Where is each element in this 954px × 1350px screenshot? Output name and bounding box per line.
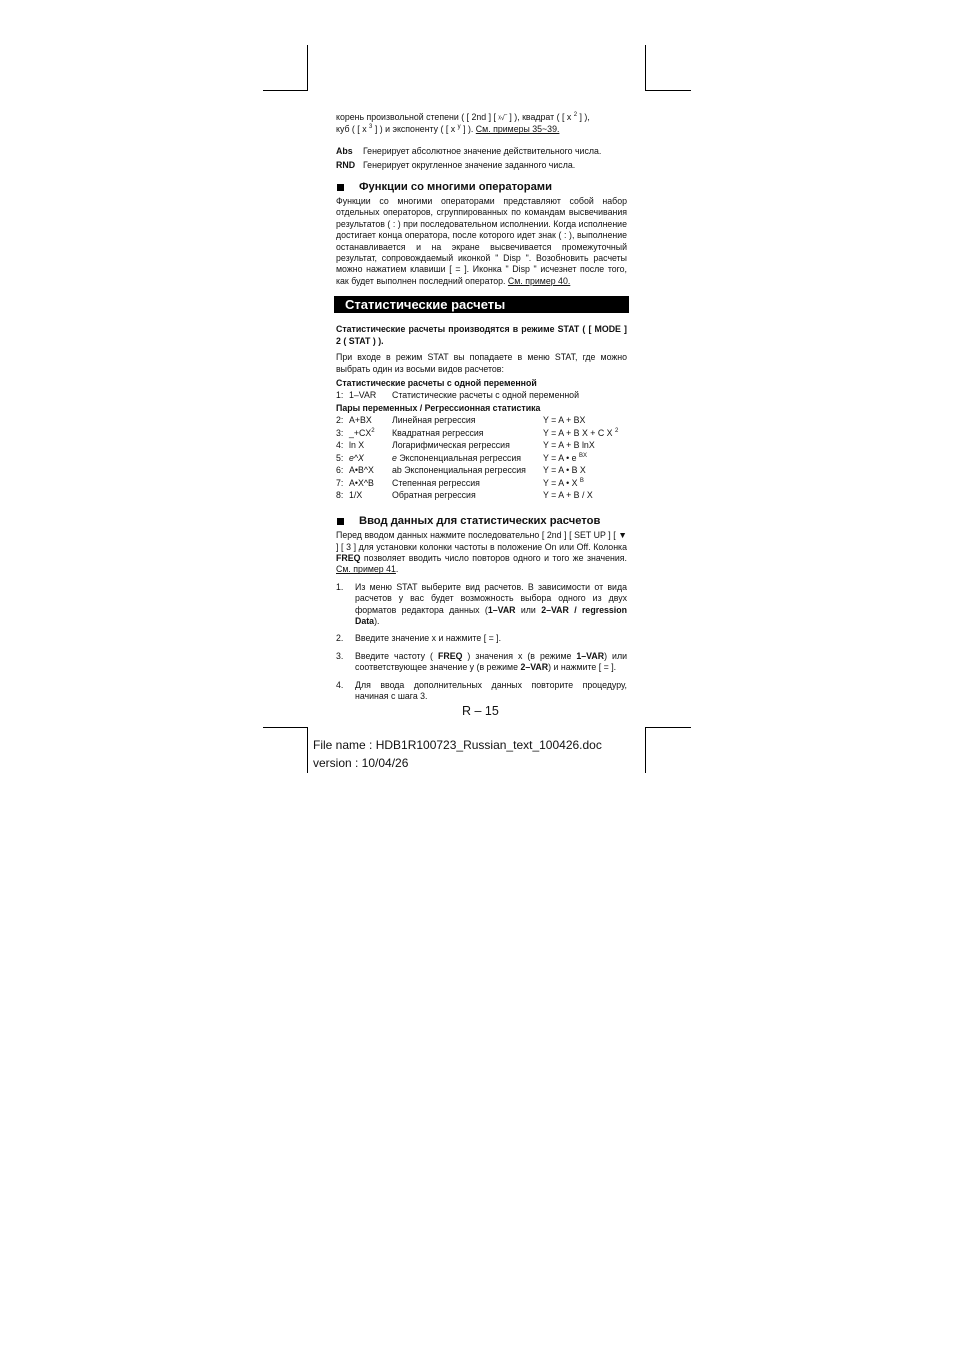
superscript: 3 <box>369 124 373 131</box>
paragraph-text: Функции со многими операторами представляют собой набор отдельных операторов, сгруппированных по командам высвечивания результатов ( : ) при последовательном исполнении. Когда исполнение достигает конца оператора, после которого идет знак ( : ), выполнение останавливается и на экране высвечивается промежуточный результат, сопровождаемый иконкой " Disp ". Возобновить расчеты можно нажатием клавиши [ = ]. Иконка " Disp " исчезнет после того, как будет выполнен последний оператор. <box>336 196 627 286</box>
superscript: y <box>457 124 461 131</box>
row-formula <box>543 427 627 440</box>
row-formula <box>543 489 627 502</box>
superscript: 2 <box>614 427 619 434</box>
footer-version: version : 10/04/26 <box>313 756 409 770</box>
step-number: 3. <box>336 650 344 661</box>
section-title: Функции со многими операторами <box>359 180 552 193</box>
step-number: 1. <box>336 581 344 592</box>
section-title: Ввод данных для статистических расчетов <box>359 514 601 527</box>
step-text-part: ). <box>374 615 380 626</box>
row-number: 6: <box>336 465 344 476</box>
code-text: _+CX <box>349 427 372 438</box>
example-reference: См. пример 41 <box>336 564 396 575</box>
table-row <box>336 439 627 452</box>
row-description: Степенная регрессия <box>392 477 480 488</box>
code-text: e^X <box>349 452 364 463</box>
superscript: B <box>579 477 584 484</box>
bold-term: 1–VAR <box>487 604 516 615</box>
formula-text: Y = A + B lnX <box>543 440 595 451</box>
bold-term: 1–VAR <box>576 650 605 661</box>
superscript: BX <box>578 452 587 459</box>
row-description: Квадратная регрессия <box>392 427 484 438</box>
formula-text: Y = A + B / X <box>543 490 593 501</box>
step-text-part: ) или соответствующее значение y (в режиме <box>355 650 627 673</box>
definition-key: Abs <box>336 145 353 156</box>
step-text-part: ) значения x (в режиме <box>462 650 577 661</box>
row-description: Линейная регрессия <box>392 415 476 426</box>
description-text: Экспоненциальная регрессия <box>396 452 522 463</box>
row-code: ln X <box>349 440 365 451</box>
one-var-heading: Статистические расчеты с одной переменной <box>336 377 537 388</box>
row-description: Логарифмическая регрессия <box>392 440 510 451</box>
footer-file-name: File name : HDB1R100723_Russian_text_100426.doc <box>313 738 602 752</box>
row-formula <box>543 464 627 477</box>
crop-mark-bottom-right-v <box>645 727 646 773</box>
crop-mark-bottom-left-v <box>307 727 308 773</box>
bold-term: 2–VAR / regression Data <box>355 604 627 626</box>
crop-mark-top-right-v <box>645 45 646 91</box>
multi-operator-paragraph <box>336 196 627 287</box>
row-description: Обратная регрессия <box>392 490 476 501</box>
step-text-part: ) и нажмите [ = ]. <box>548 662 617 673</box>
root-symbol-icon: ᵡ√‾ <box>498 115 507 122</box>
intro-text: ] ). <box>460 124 476 135</box>
row-code <box>349 452 392 465</box>
intro-paragraph <box>336 112 627 136</box>
input-paragraph <box>336 530 627 576</box>
row-number: 1: <box>336 390 344 401</box>
intro-text: ] ) и экспоненту ( [ x <box>372 124 458 135</box>
example-reference: См. пример 40. <box>507 275 571 286</box>
table-row <box>336 477 627 490</box>
table-row <box>336 389 627 402</box>
bold-term: 2–VAR <box>520 662 549 673</box>
paragraph-text: Перед вводом данных нажмите последовательно [ 2nd ] [ SET UP ] [ ▼ ] [ 3 ] для установки колонки частоты в положение On или Off. Колонка <box>336 530 627 552</box>
section-heading-input <box>336 516 627 527</box>
formula-text: Y = A • B X <box>543 465 586 476</box>
crop-mark-top-right-h <box>645 90 691 91</box>
paragraph-text: . <box>395 564 399 575</box>
square-bullet-icon <box>337 184 344 191</box>
row-code: A+BX <box>349 415 372 426</box>
step-number: 2. <box>336 633 344 644</box>
step-text <box>355 582 627 628</box>
crop-mark-top-left-h <box>263 90 308 91</box>
step-text-part: или <box>515 604 542 615</box>
row-code: A•X^B <box>349 477 374 488</box>
row-number: 5: <box>336 452 344 463</box>
stat-mode-note: Статистические расчеты производятся в режиме STAT ( [ MODE ] 2 ( STAT ) ). <box>336 324 627 346</box>
chapter-title-bar: Статистические расчеты <box>334 296 629 313</box>
row-formula <box>543 452 627 465</box>
row-number: 2: <box>336 415 344 426</box>
list-item <box>336 633 627 644</box>
definition-text: Генерирует абсолютное значение действительного числа. <box>363 145 602 156</box>
page-number: R – 15 <box>462 704 499 718</box>
intro-text: ] ), квадрат ( [ x <box>506 112 574 122</box>
row-number: 3: <box>336 427 344 438</box>
definition-abs <box>336 146 627 157</box>
superscript: 2 <box>371 427 375 434</box>
table-row <box>336 427 627 440</box>
row-number: 7: <box>336 477 344 488</box>
bold-term: FREQ <box>336 552 361 563</box>
step-number: 4. <box>336 679 344 690</box>
step-text: Введите значение x и нажмите [ = ]. <box>355 633 502 644</box>
formula-text: Y = A • X <box>543 477 580 488</box>
row-code: 1–VAR <box>349 390 377 401</box>
formula-text: Y = A • e <box>543 452 579 463</box>
step-text-part: Из меню STAT выберите вид расчетов. В зависимости от вида расчетов у вас будет возможность выбора одного из двух форматов редактора данных ( <box>355 581 627 615</box>
example-reference: См. примеры 35~39. <box>475 124 560 135</box>
row-formula <box>543 439 627 452</box>
formula-text: Y = A + BX <box>543 415 586 426</box>
one-var-table <box>336 389 627 402</box>
row-formula <box>543 477 627 490</box>
table-row <box>336 464 627 477</box>
definition-rnd <box>336 160 627 171</box>
intro-text: корень произвольной степени ( [ 2nd ] [ <box>336 112 499 122</box>
crop-mark-top-left-v <box>307 45 308 91</box>
section-heading-multi <box>336 182 627 193</box>
steps-list <box>336 582 627 703</box>
formula-text: Y = A + B X + C X <box>543 427 615 438</box>
table-row <box>336 489 627 502</box>
paragraph-text: позволяет вводить число повторов одного и того же значения. <box>360 552 627 563</box>
row-description: ab Экспоненциальная регрессия <box>392 465 526 476</box>
row-number: 4: <box>336 440 344 451</box>
row-number: 8: <box>336 490 344 501</box>
row-description: Статистические расчеты с одной переменной <box>392 390 579 401</box>
superscript: 2 <box>573 112 578 119</box>
row-description <box>392 452 543 465</box>
list-item <box>336 651 627 674</box>
row-formula <box>543 414 627 427</box>
step-text-part: Введите частоту ( <box>355 650 438 661</box>
definition-key: RND <box>336 160 356 171</box>
row-code: 1/X <box>349 490 363 501</box>
bold-term: FREQ <box>437 650 463 661</box>
row-code <box>349 427 392 440</box>
pairs-heading: Пары переменных / Регрессионная статистика <box>336 402 541 413</box>
row-code: A•B^X <box>349 465 374 476</box>
italic-e: e <box>392 452 397 463</box>
list-item <box>336 582 627 628</box>
stat-intro-paragraph: При входе в режим STAT вы попадаете в меню STAT, где можно выбрать один из восьми видов расчетов: <box>336 352 627 374</box>
list-item <box>336 680 627 703</box>
step-text: Для ввода дополнительных данных повторите процедуру, начиная с шага 3. <box>355 679 627 701</box>
crop-mark-bottom-right-h <box>645 727 691 728</box>
regression-table <box>336 414 627 502</box>
manual-page <box>336 112 627 708</box>
table-row <box>336 452 627 465</box>
step-text <box>355 651 627 674</box>
square-bullet-icon <box>337 518 344 525</box>
crop-mark-bottom-left-h <box>263 727 308 728</box>
intro-text: куб ( [ x <box>336 124 370 135</box>
definition-text: Генерирует округленное значение заданного числа. <box>363 160 576 171</box>
intro-text: ] ), <box>577 112 590 122</box>
table-row <box>336 414 627 427</box>
